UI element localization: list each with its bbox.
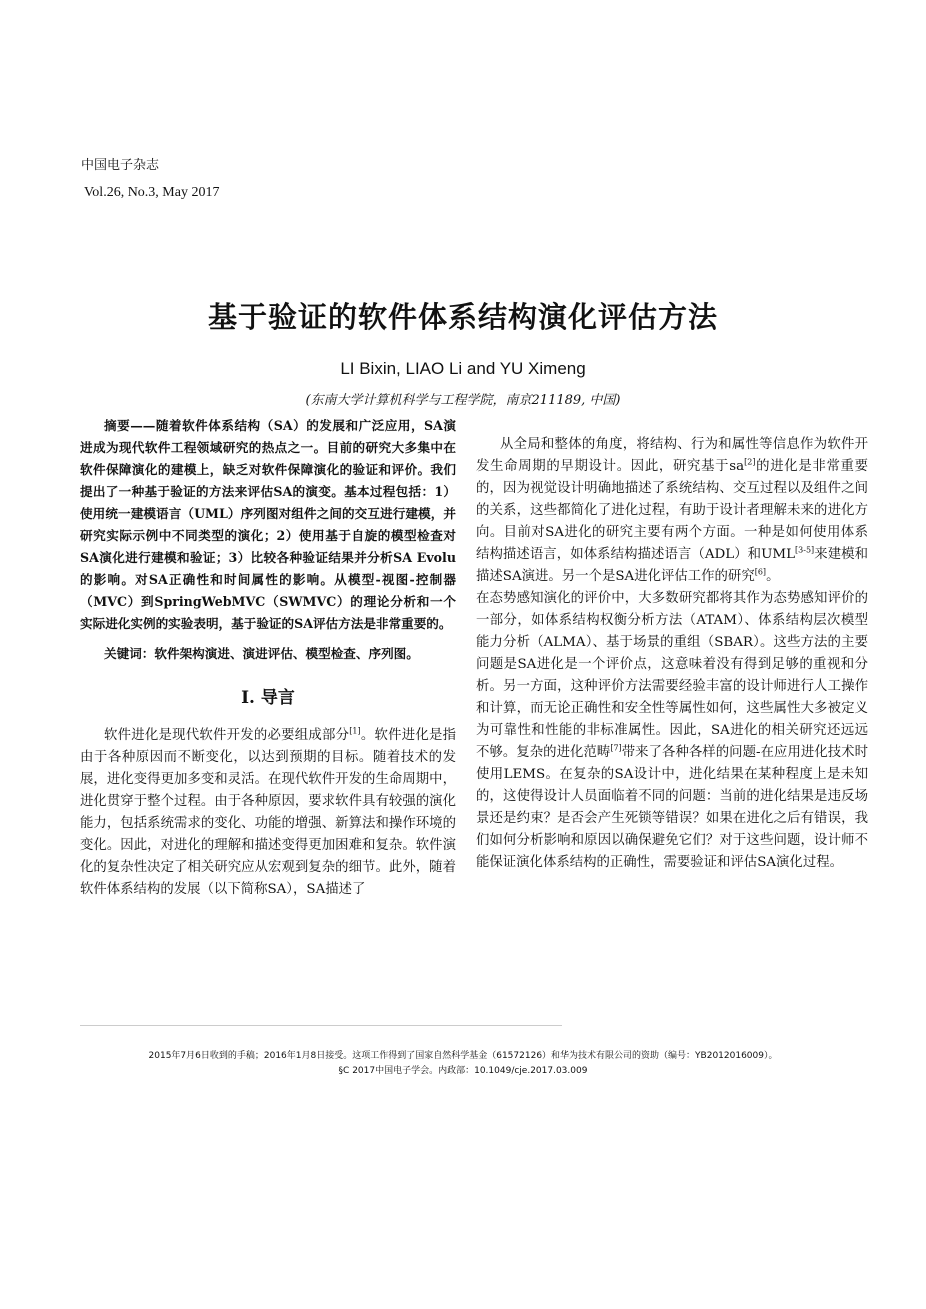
citation-1[interactable]: [1] bbox=[349, 726, 361, 736]
right-paragraph-1: 从全局和整体的角度，将结构、行为和属性等信息作为软件开发生命周期的早期设计。因此，研究基于sa[2]的进化是非常重要的，因为视觉设计明确地描述了系统结构、交互过程以及组件之间的关系，这些都简化了进化过程，有助于设计者理解未来的进化方向。目前对SA进化的研究主要有两个方面。一种是如何使用体系结构描述语言，如体系结构描述语言（ADL）和UML[3-5]来建模和描述SA演进。另一个是SA进化评估工作的研究[6]。 bbox=[476, 437, 869, 584]
footnote-divider bbox=[80, 1025, 562, 1026]
right-column bbox=[476, 434, 868, 874]
intro-paragraph: 软件进化是现代软件开发的必要组成部分[1]。软件进化是指由于各种原因而不断变化，以达到预期的目标。随着技术的发展，进化变得更加多变和灵活。在现代软件开发的生命周期中，进化贯穿于整个过程。由于各种原因，要求软件具有较强的演化能力，包括系统需求的变化、功能的增强、新算法和操作环境的变化。因此，对进化的理解和描述变得更加困难和复杂。软件演化的复杂性决定了相关研究应从宏观到复杂的细节。此外，随着软件体系结构的发展（以下简称SA），SA描述了 bbox=[80, 726, 457, 897]
citation-3-5[interactable]: [3-5] bbox=[795, 545, 815, 555]
citation-2[interactable]: [2] bbox=[744, 457, 756, 467]
paper-title: 基于验证的软件体系结构演化评估方法 bbox=[207, 300, 718, 334]
section-heading-intro: I. 导言 bbox=[241, 688, 295, 708]
abstract: 摘要——随着软件体系结构（SA）的发展和广泛应用，SA演进成为现代软件工程领域研究的热点之一。目前的研究大多集中在软件保障演化的建模上，缺乏对软件保障演化的验证和评价。我们提出了一种基于验证的方法来评估SA的演变。基本过程包括：1）使用统一建模语言（UML）序列图对组件之间的交互进行建模，并研究实际示例中不同类型的演化；2）使用基于自旋的模型检查对SA演化进行建模和验证；3）比较各种验证结果并分析SA Evolu的影响。对SA正确性和时间属性的影响。从模型-视图-控制器（MVC）到SpringWebMVC（SWMVC）的理论分析和一个实际进化实例的实验表明，基于验证的SA评估方法是非常重要的。 bbox=[80, 418, 456, 631]
right-paragraph-2: 在态势感知演化的评价中，大多数研究都将其作为态势感知评价的一部分，如体系结构权衡分析方法（ATAM）、体系结构层次模型能力分析（ALMA）、基于场景的重组（SBAR）。这些方法的主要问题是SA进化是一个评价点，这意味着没有得到足够的重视和分析。另一方面，这种评价方法需要经验丰富的设计师进行人工操作和计算，而无论正确性和安全性等属性如何，这些属性大多被定义为可靠性和性能的非标准属性。因此，SA进化的相关研究还远远不够。复杂的进化范畴[7]带来了各种各样的问题-在应用进化技术时使用LEMS。在复杂的SA设计中，进化结果在某种程度上是未知的，这使得设计人员面临着不同的问题：当前的进化结果是违反场景还是约束？是否会产生死锁等错误？如果在进化之后有错误，我们如何分析影响和原因以确保避免它们？对于这些问题，设计师不能保证演化体系结构的正确性，需要验证和评估SA演化过程。 bbox=[476, 591, 869, 870]
footnote-received: 2015年7月6日收到的手稿；2016年1月8日接受。这项工作得到了国家自然科学基金（61572126）和华为技术有限公司的资助（编号：YB2012016009）。 bbox=[148, 1051, 778, 1061]
paper-affiliation: (东南大学计算机科学与工程学院，南京211189, 中国) bbox=[305, 393, 621, 408]
citation-7[interactable]: [7] bbox=[610, 743, 622, 753]
journal-name: 中国电子杂志 bbox=[81, 158, 160, 173]
left-column bbox=[80, 415, 456, 901]
paper-authors: LI Bixin, LIAO Li and YU Ximeng bbox=[340, 359, 586, 378]
citation-6[interactable]: [6] bbox=[754, 567, 767, 577]
volume-info: Vol.26, No.3, May 2017 bbox=[84, 185, 220, 200]
keywords: 关键词：软件架构演进、演进评估、模型检查、序列图。 bbox=[104, 646, 419, 661]
footnote-copyright: §C 2017中国电子学会。内政部：10.1049/cje.2017.03.009 bbox=[338, 1066, 588, 1076]
